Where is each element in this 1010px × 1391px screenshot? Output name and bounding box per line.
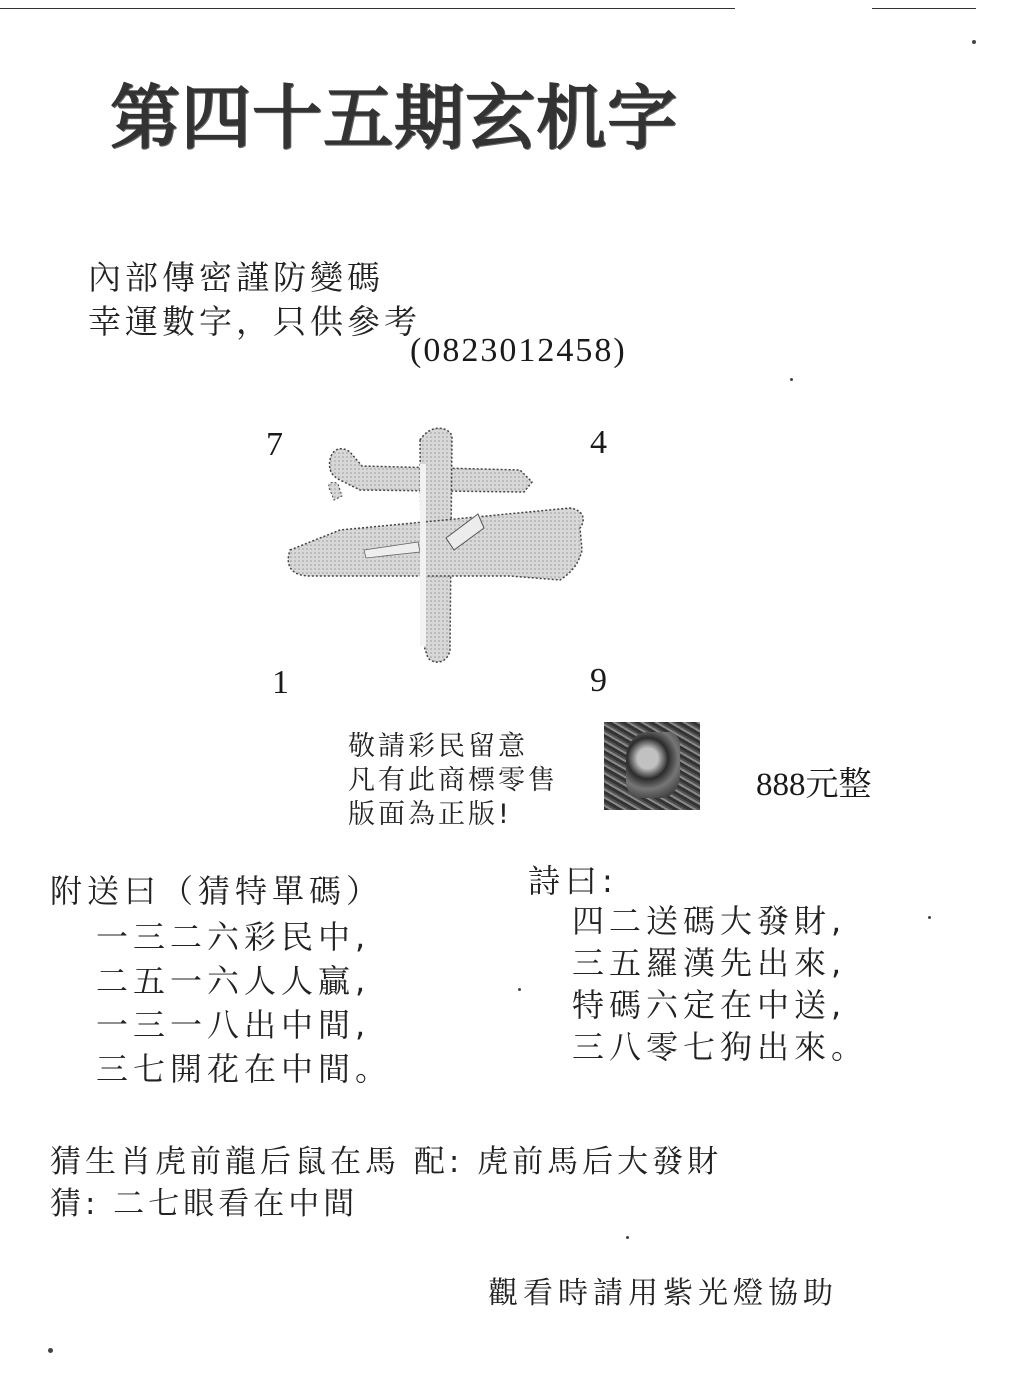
gift-line-3: 一三一八出中間, <box>96 1006 371 1044</box>
poem-line-4: 三八零七狗出來。 <box>572 1028 869 1066</box>
speck <box>972 40 976 44</box>
notice-line-2: 凡有此商標零售 <box>348 765 558 796</box>
top-rule-left <box>0 8 735 9</box>
speck <box>928 916 931 919</box>
speck <box>48 1348 53 1353</box>
speck <box>626 1236 629 1239</box>
speck <box>518 988 521 991</box>
poem-line-1: 四二送碼大發財, <box>572 902 847 940</box>
trademark-stamp <box>604 722 700 810</box>
price-text: 888元整 <box>756 767 872 803</box>
top-rule-right <box>872 8 976 9</box>
gift-line-1: 一三二六彩民中, <box>96 918 371 956</box>
ox-character-graphic <box>270 400 600 680</box>
gift-heading: 附送曰（猜特單碼） <box>50 872 384 910</box>
number-top-left: 7 <box>266 426 283 463</box>
number-top-right: 4 <box>590 424 607 461</box>
gift-line-2: 二五一六人人贏, <box>96 962 371 1000</box>
number-bottom-left: 1 <box>272 664 289 701</box>
number-guess-line: 猜: 二七眼看在中間 <box>50 1186 359 1222</box>
poem-line-3: 特碼六定在中送, <box>572 986 847 1024</box>
poem-line-2: 三五羅漢先出來, <box>572 944 847 982</box>
phone-number: (0823012458) <box>410 332 627 369</box>
number-bottom-right: 9 <box>590 662 607 699</box>
notice-line-3: 版面為正版! <box>348 799 512 830</box>
speck <box>790 378 793 381</box>
poem-heading: 詩曰: <box>528 862 618 900</box>
gift-line-4: 三七開花在中間。 <box>96 1050 393 1088</box>
notice-line-1: 敬請彩民留意 <box>348 731 528 762</box>
intro-line-1: 內部傳密謹防變碼 <box>88 258 384 297</box>
intro-line-2: 幸運數字，只供參考 <box>88 302 421 341</box>
footer-note: 觀看時請用紫光燈協助 <box>488 1276 838 1311</box>
zodiac-guess-line: 猜生肖虎前龍后鼠在馬 配: 虎前馬后大發財 <box>50 1144 723 1180</box>
ox-glyph-svg <box>270 400 600 680</box>
page-title: 第四十五期玄机字 <box>110 77 678 159</box>
